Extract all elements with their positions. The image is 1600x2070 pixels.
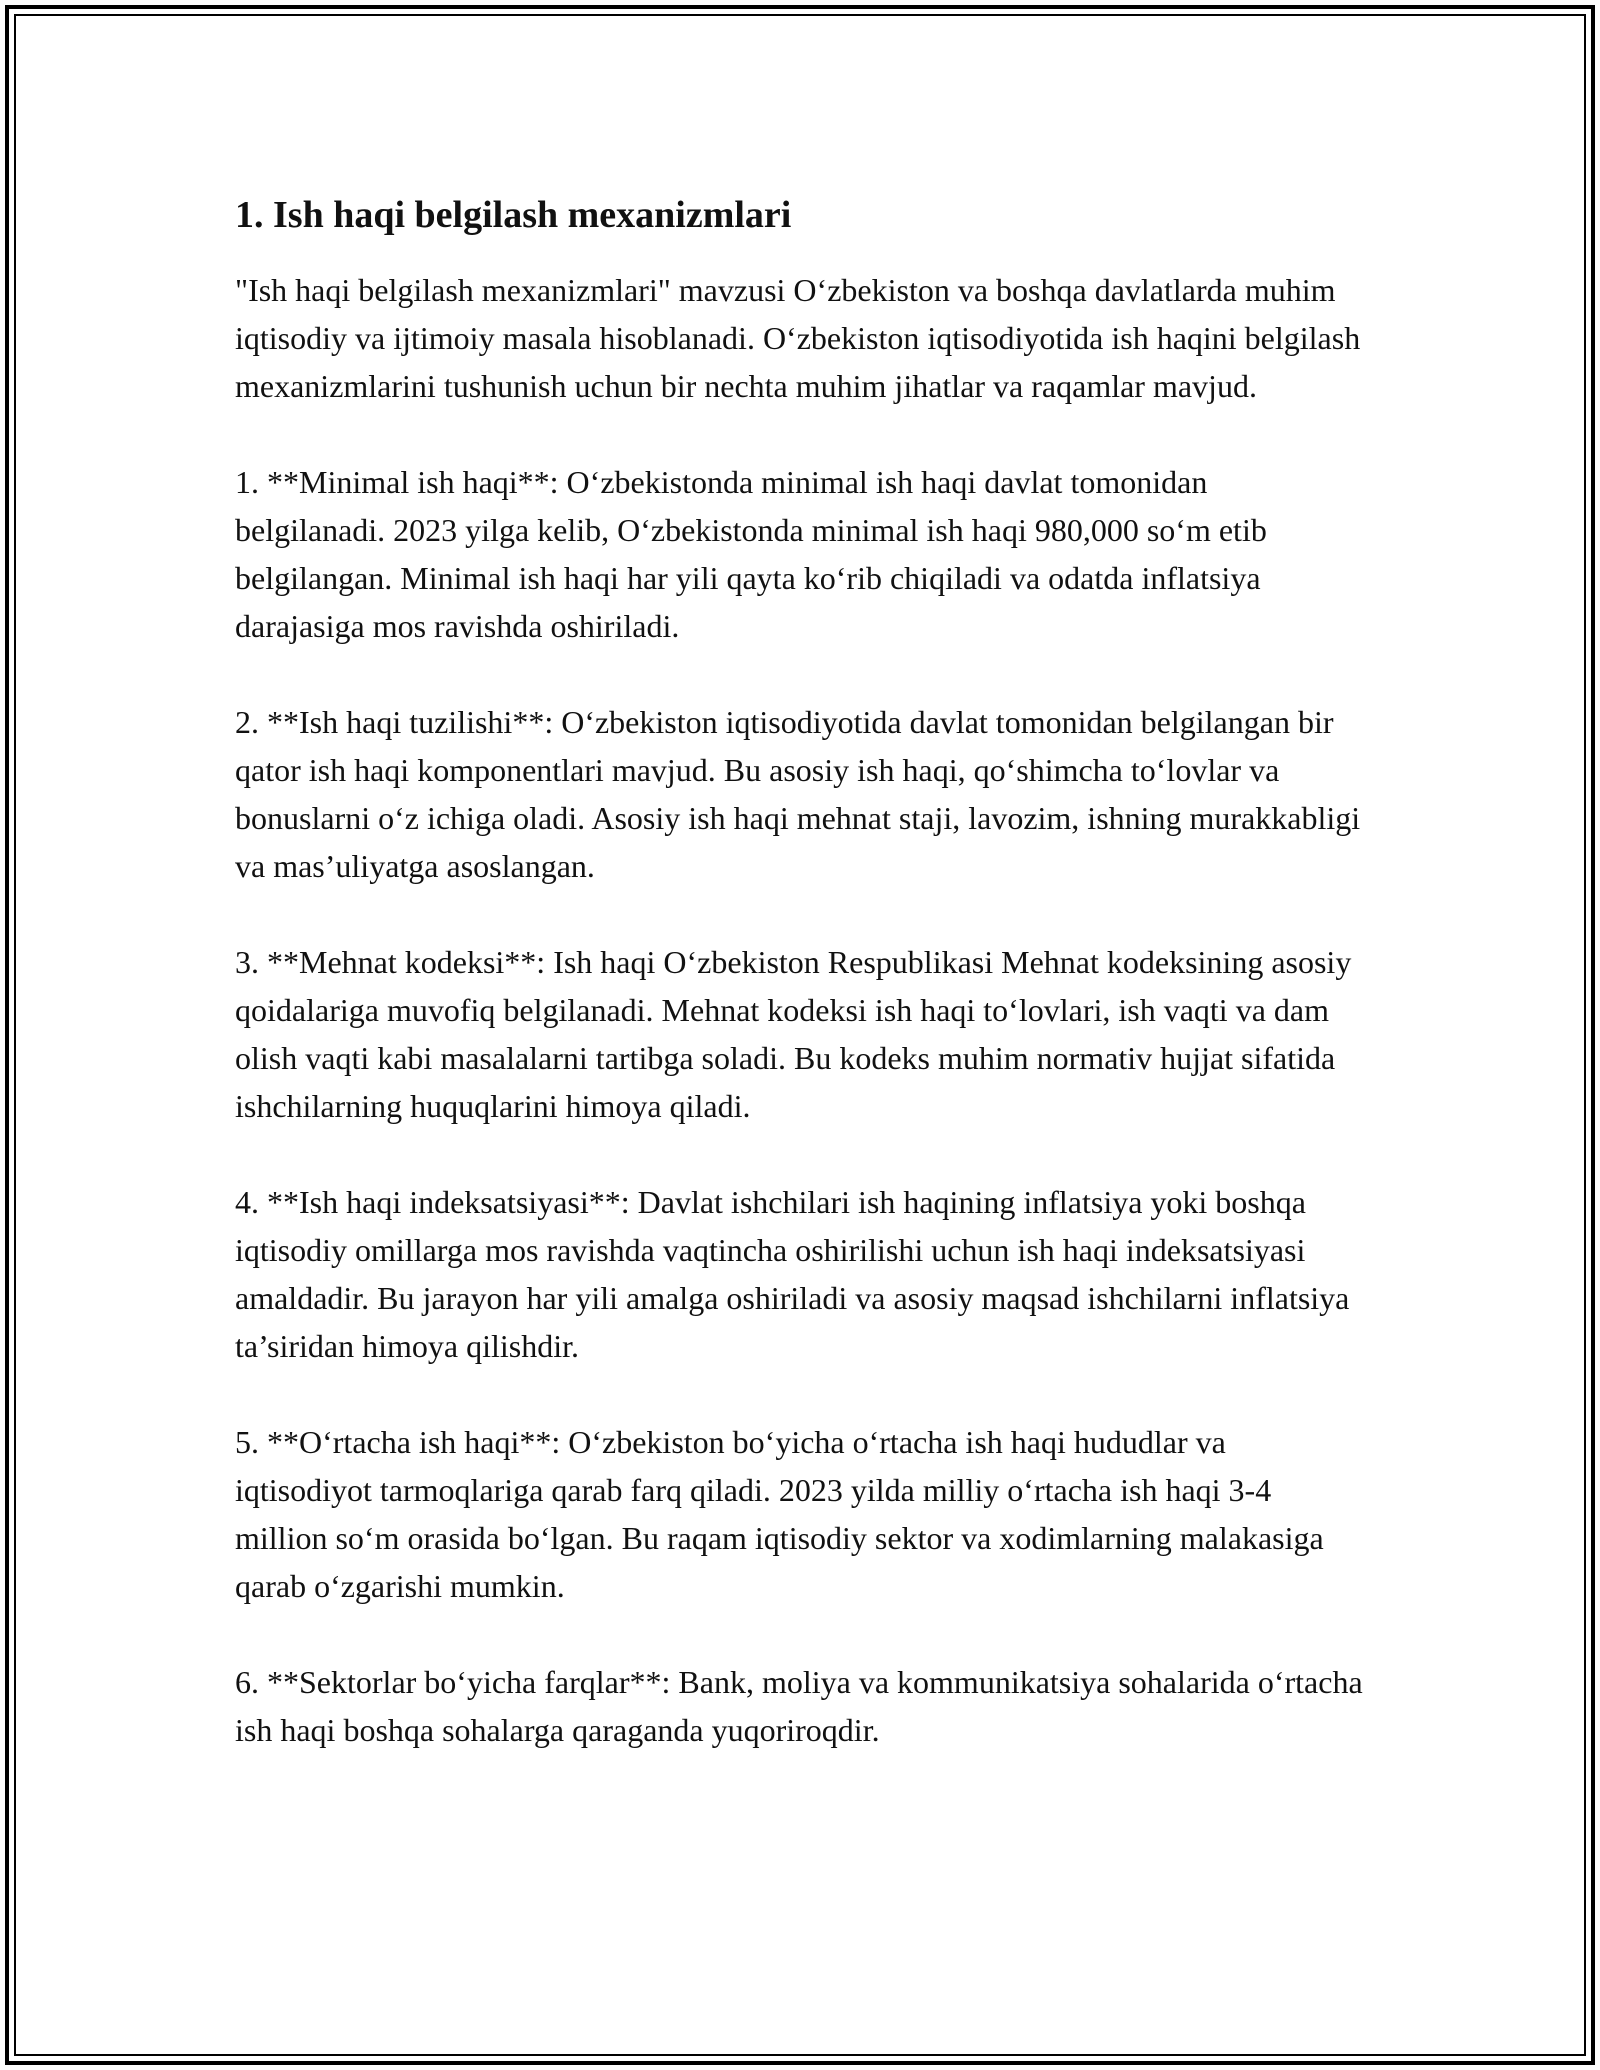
paragraph-sector-differences: 6. **Sektorlar bo‘yicha farqlar**: Bank, moliya va kommunikatsiya sohalarida o‘rtacha ish haqi boshqa sohalarga qaraganda yuqoriroqdir. — [235, 1664, 1363, 1748]
paragraph-labor-code: 3. **Mehnat kodeksi**: Ish haqi O‘zbekiston Respublikasi Mehnat kodeksining asosiy qoidalariga muvofiq belgilanadi. Mehnat kodeksi ish haqi to‘lovlari, ish vaqti va dam olish vaqti kabi masalalarni tartibga soladi. Bu kodeks muhim normativ hujjat sifatida ishchilarning huquqlarini himoya qiladi. — [235, 944, 1352, 1124]
intro-paragraph: "Ish haqi belgilash mexanizmlari" mavzusi O‘zbekiston va boshqa davlatlarda muhim iqtisodiy va ijtimoiy masala hisoblanadi. O‘zbekiston iqtisodiyotida ish haqini belgilash mexanizmlarini tushunish uchun bir nechta muhim jihatlar va raqamlar mavjud. — [235, 272, 1361, 404]
section-heading: 1. Ish haqi belgilash mexanizmlari — [235, 194, 792, 236]
document-body — [235, 188, 1365, 1802]
paragraph-wage-indexation: 4. **Ish haqi indeksatsiyasi**: Davlat ishchilari ish haqining inflatsiya yoki boshqa iqtisodiy omillarga mos ravishda vaqtincha oshirilishi uchun ish haqi indeksatsiyasi amaldadir. Bu jarayon har yili amalga oshiriladi va asosiy maqsad ishchilarni inflatsiya ta’siridan himoya qilishdir. — [235, 1184, 1350, 1364]
paragraph-minimal-wage: 1. **Minimal ish haqi**: O‘zbekistonda minimal ish haqi davlat tomonidan belgilanadi. 2023 yilga kelib, O‘zbekistonda minimal ish haqi 980,000 so‘m etib belgilangan. Minimal ish haqi har yili qayta ko‘rib chiqiladi va odatda inflatsiya darajasiga mos ravishda oshiriladi. — [235, 464, 1267, 644]
paragraph-average-wage: 5. **O‘rtacha ish haqi**: O‘zbekiston bo‘yicha o‘rtacha ish haqi hududlar va iqtisodiyot tarmoqlariga qarab farq qiladi. 2023 yilda milliy o‘rtacha ish haqi 3-4 million so‘m orasida bo‘lgan. Bu raqam iqtisodiy sektor va xodimlarning malakasiga qarab o‘zgarishi mumkin. — [235, 1424, 1324, 1604]
paragraph-wage-structure: 2. **Ish haqi tuzilishi**: O‘zbekiston iqtisodiyotida davlat tomonidan belgilangan bir qator ish haqi komponentlari mavjud. Bu asosiy ish haqi, qo‘shimcha to‘lovlar va bonuslarni o‘z ichiga oladi. Asosiy ish haqi mehnat staji, lavozim, ishning murakkabligi va mas’uliyatga asoslangan. — [235, 704, 1361, 884]
